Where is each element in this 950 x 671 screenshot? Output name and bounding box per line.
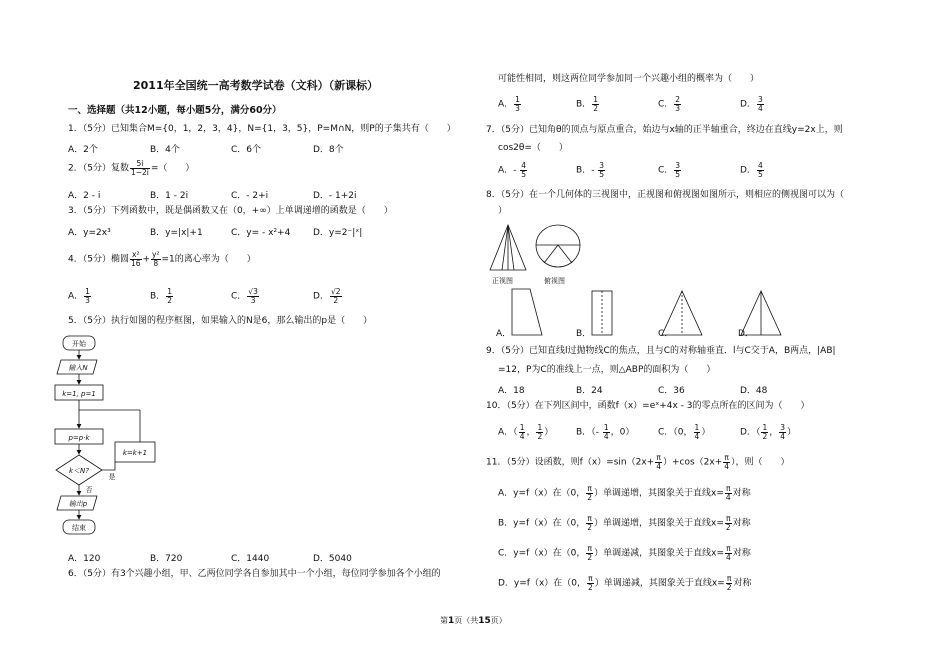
q11-option-b[interactable]: B．y=f（x）在（0， $\frac{\pi}{2}$ ）单调递增，其图象关于直线x= $\frac{\pi}{2}$ 对称 bbox=[498, 514, 751, 532]
flow-no-label: 否 bbox=[85, 486, 93, 494]
q4-option-d[interactable]: D． $\frac{√2}{2}$ bbox=[313, 287, 341, 305]
page-number: 1 bbox=[448, 616, 455, 626]
q2-fraction: $\frac{5i}{1-2i}$ bbox=[130, 159, 149, 177]
q7-stem: 7．（5分）已知角θ的顶点与原点重合，始边与x轴的正半轴重合，终边在直线y=2x上，则 bbox=[486, 125, 843, 135]
flow-inc-label: k=k+1 bbox=[122, 449, 148, 457]
q6-stem: 6．（5分）有3个兴趣小组，甲、乙两位同学各自参加其中一个小组，每位同学参加各个小组的 bbox=[68, 569, 441, 579]
q2-option-c[interactable]: C．- 2+i bbox=[231, 191, 269, 201]
q8-option-a-label: A． bbox=[496, 329, 512, 339]
section-heading: 一、选择题（共12小题，每小题5分，满分60分） bbox=[68, 105, 282, 116]
top-view-label: 俯视图 bbox=[544, 277, 565, 285]
q1-option-d[interactable]: D．8个 bbox=[313, 145, 344, 155]
flow-start-label: 开始 bbox=[72, 340, 86, 348]
q6-option-a[interactable]: A． $\frac{1}{3}$ bbox=[498, 95, 520, 113]
flow-init-label: k=1, p=1 bbox=[62, 390, 96, 398]
q10-option-b[interactable]: B．（- $\frac{1}{4}$ ，0） bbox=[576, 423, 635, 441]
q1-option-c[interactable]: C．6个 bbox=[231, 145, 262, 155]
q7-option-d[interactable]: D． $\frac{4}{5}$ bbox=[740, 161, 763, 179]
q4-option-c[interactable]: C． $\frac{√3}{3}$ bbox=[231, 287, 258, 305]
q8-option-b-label: B． bbox=[576, 329, 592, 339]
top-view-shape bbox=[536, 245, 580, 267]
q10-option-a[interactable]: A．（ $\frac{1}{4}$ ， $\frac{1}{2}$ ） bbox=[498, 423, 554, 441]
flow-cond-label: k＜N? bbox=[68, 467, 90, 475]
q3-option-d[interactable]: D．y=2⁻|ˣ| bbox=[313, 228, 363, 238]
q5-option-b[interactable]: B．720 bbox=[150, 554, 183, 564]
q8-figures bbox=[470, 215, 800, 341]
q6-stem-cont: 可能性相同，则这两位同学参加同一个兴趣小组的概率为（ ） bbox=[498, 74, 760, 84]
paper-title: 2011年全国统一高考数学试卷（文科）（新课标） bbox=[133, 79, 379, 92]
q3-option-b[interactable]: B．y=|x|+1 bbox=[150, 228, 203, 238]
page-footer: 第1页（共15页） bbox=[440, 616, 507, 626]
q11-option-d[interactable]: D．y=f（x）在（0， $\frac{\pi}{2}$ ）单调递减，其图象关于直线x= $\frac{\pi}{2}$ 对称 bbox=[498, 574, 752, 592]
q1-option-a[interactable]: A．2个 bbox=[68, 145, 98, 155]
q7-stem-cont: cos2θ=（ ） bbox=[498, 143, 568, 153]
q8-side-view-a bbox=[512, 289, 542, 335]
q8-option-c-label: C． bbox=[658, 329, 674, 339]
q8-stem: 8．（5分）在一个几何体的三视图中，正视图和俯视图如图所示，则相应的侧视图可以为（ bbox=[486, 190, 844, 200]
q4-option-b[interactable]: B． $\frac{1}{2}$ bbox=[150, 287, 172, 305]
q6-option-c[interactable]: C． $\frac{2}{3}$ bbox=[658, 95, 681, 113]
flow-yes-label: 是 bbox=[108, 473, 116, 481]
q9-option-d[interactable]: D．48 bbox=[740, 386, 768, 396]
q4-stem: 4．（5分）椭圆 $\frac{\text{x²}}{16}$ + $\frac{\text{y²}}{8}$ =1的离心率为（ ） bbox=[68, 250, 256, 268]
q7-option-b[interactable]: B．- $\frac{3}{5}$ bbox=[576, 161, 605, 179]
q3-option-c[interactable]: C．y= - x²+4 bbox=[231, 228, 291, 238]
q5-flowchart bbox=[50, 332, 170, 542]
q9-stem: 9．（5分）已知直线l过抛物线C的焦点，且与C的对称轴垂直．l与C交于A，B两点，|AB| bbox=[486, 346, 836, 356]
q2-stem: 2．（5分）复数 $\frac{5i}{1-2i}$ =（ ） bbox=[68, 159, 195, 177]
q8-stem-cont: ） bbox=[498, 206, 508, 216]
q6-option-d[interactable]: D． $\frac{3}{4}$ bbox=[740, 95, 763, 113]
page-total: 15 bbox=[478, 616, 491, 626]
q11-option-c[interactable]: C．y=f（x）在（0， $\frac{\pi}{2}$ ）单调递减，其图象关于直线x= $\frac{\pi}{4}$ 对称 bbox=[498, 544, 751, 562]
q2-option-b[interactable]: B．1 - 2i bbox=[150, 191, 189, 201]
q7-option-c[interactable]: C． $\frac{3}{5}$ bbox=[658, 161, 681, 179]
q10-option-d[interactable]: D．（ $\frac{1}{2}$ ， $\frac{3}{4}$ ） bbox=[740, 423, 797, 441]
q2-option-a[interactable]: A．2 - i bbox=[68, 191, 101, 201]
q1-stem: 1．（5分）已知集合M={0，1，2，3，4}，N={1，3，5}，P=M∩N，则P的子集共有（ ） bbox=[68, 124, 456, 134]
q1-option-b[interactable]: B．4个 bbox=[150, 145, 180, 155]
q5-stem: 5．（5分）执行如图的程序框图，如果输入的N是6，那么输出的p是（ ） bbox=[68, 316, 373, 326]
q9-stem-cont: =12，P为C的准线上一点，则△ABP的面积为（ ） bbox=[498, 365, 716, 375]
q8-option-d-label: D． bbox=[738, 329, 754, 339]
q11-option-a[interactable]: A．y=f（x）在（0， $\frac{\pi}{2}$ ）单调递增，其图象关于直线x= $\frac{\pi}{4}$ 对称 bbox=[498, 484, 751, 502]
q9-option-a[interactable]: A．18 bbox=[498, 386, 525, 396]
q5-option-c[interactable]: C．1440 bbox=[231, 554, 270, 564]
front-view-label: 正视图 bbox=[492, 277, 513, 285]
q10-option-c[interactable]: C．（0， $\frac{1}{4}$ ） bbox=[658, 423, 711, 441]
q6-option-b[interactable]: B． $\frac{1}{2}$ bbox=[576, 95, 598, 113]
q3-stem: 3．（5分）下列函数中，既是偶函数又在（0，+∞）上单调递增的函数是（ ） bbox=[68, 206, 393, 216]
q3-option-a[interactable]: A．y=2x³ bbox=[68, 228, 111, 238]
q5-option-a[interactable]: A．120 bbox=[68, 554, 101, 564]
q9-option-b[interactable]: B．24 bbox=[576, 386, 603, 396]
q4-option-a[interactable]: A． $\frac{1}{3}$ bbox=[68, 287, 90, 305]
flow-output-label: 输出p bbox=[68, 500, 88, 508]
flow-input-label: 输入N bbox=[68, 364, 88, 372]
q10-stem: 10．（5分）在下列区间中，函数f（x）=eˣ+4x - 3的零点所在的区间为（ ） bbox=[486, 401, 810, 411]
q11-stem: 11．（5分）设函数，则f（x）=sin（2x+ $\frac{\pi}{4}$ ）+cos（2x+ $\frac{\pi}{4}$ ），则（ ） bbox=[486, 453, 790, 471]
q7-option-a[interactable]: A．- $\frac{4}{5}$ bbox=[498, 161, 527, 179]
q5-option-d[interactable]: D．5040 bbox=[313, 554, 352, 564]
q9-option-c[interactable]: C．36 bbox=[658, 386, 685, 396]
flow-mul-label: p=p·k bbox=[68, 434, 90, 442]
flow-end-label: 结束 bbox=[72, 524, 86, 532]
q2-option-d[interactable]: D．- 1+2i bbox=[313, 191, 357, 201]
